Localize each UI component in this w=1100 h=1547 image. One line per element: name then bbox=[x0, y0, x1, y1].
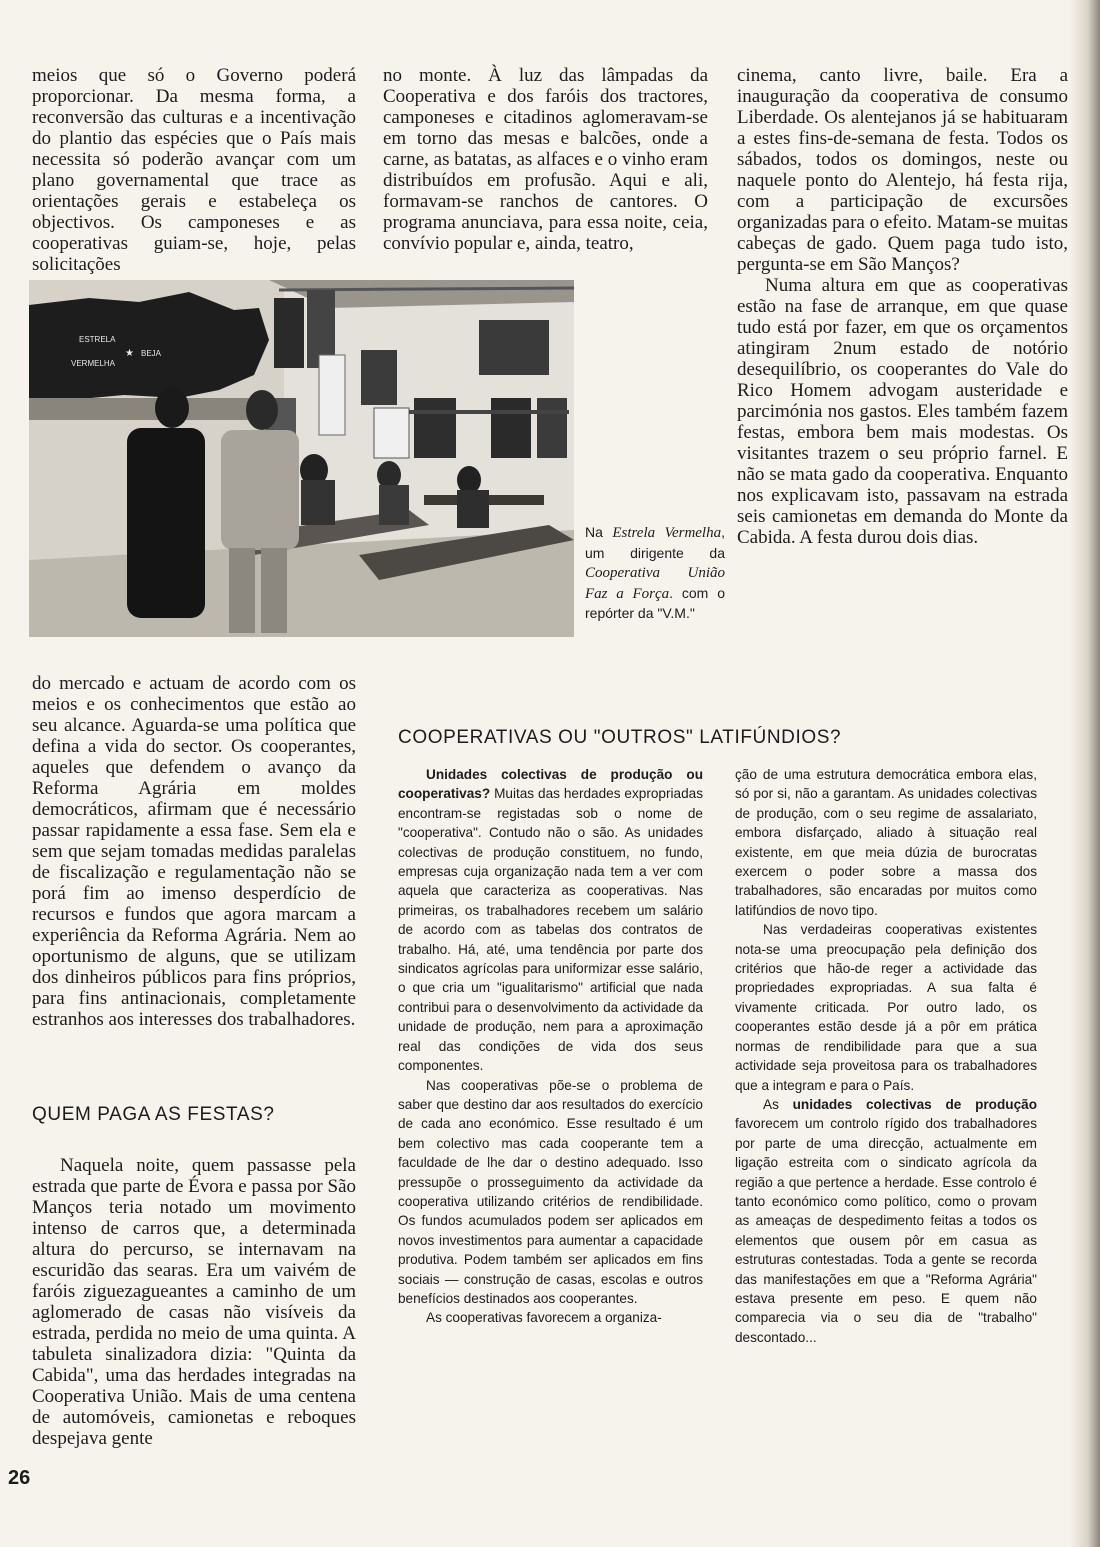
column-1-top bbox=[32, 65, 356, 275]
column-1-bottom bbox=[32, 673, 356, 1030]
column-sans-1 bbox=[398, 765, 703, 1328]
paragraph: Numa altura em que as cooperativas estão na fase de arranque, em que quase tudo está por fazer, em que os orçamentos atingiram 2num estado de notório desequilíbrio, os cooperantes do Vale do Rico Homem advogam austeridade e parcimónia nos gastos. Eles também fazem festas, embora bem mais modestas. Os visitantes trazem o seu próprio farnel. E não se mata gado da cooperativa. Enquanto nos explicavam isto, passavam na estrada seis camionetas em demanda do Monte da Cabida. A festa durou dois dias. bbox=[737, 275, 1068, 548]
map-label: ESTRELA bbox=[79, 335, 116, 344]
page-edge bbox=[1070, 0, 1100, 1547]
photo-illustration bbox=[29, 280, 574, 637]
paragraph: As unidades colectivas de produção favorecem um controlo rígido dos trabalhadores por parte de uma direcção, actualmente em ligação estreita com o sindicato agrícola da região a que pertence a herdade. Esse controlo é tanto económico como político, como o provam as ameaças de despedimento feitas a todos os elementos que ousem pôr em casua as estruturas contestadas. Toda a gente se recorda das manifestações em que a "Reforma Agrária" estava presente em peso. E quem não comparecia via o seu dia de "trabalho" descontado... bbox=[735, 1096, 1037, 1345]
paragraph: ção de uma estrutura democrática embora elas, só por si, não a garantam. As unidades colectivas de produção, com o seu regime de assalariato, embora disfarçado, aliado à situação real existente, em que meia dúzia de burocratas exercem o poder sobre a massa dos trabalhadores, são encaradas por muitos como latifúndios de novo tipo. bbox=[735, 767, 1037, 918]
photo-cooperative-room bbox=[29, 280, 574, 637]
column-3 bbox=[737, 65, 1068, 548]
photo-caption: Na Estrela Vermelha, um dirigente da Cooperativa União Faz a Força. com o repórter da "V.M." bbox=[585, 524, 725, 621]
column-1-festas bbox=[32, 1155, 356, 1449]
paragraph: Naquela noite, quem passasse pela estrada que parte de Évora e passa por São Manços teria notado um movimento intenso de carros que, a determinada altura do percurso, se internavam na escuridão das searas. Era um vaivém de faróis ziguezagueantes a caminho de um aglomerado de casas não visíveis da estrada, perdida no meio de uma quinta. A tabuleta sinalizadora dizia: "Quinta da Cabida", uma das herdades integradas na Cooperativa União. Mais de uma centena de automóveis, camionetas e reboques despejava gente bbox=[32, 1155, 356, 1449]
map-label: VERMELHA bbox=[71, 359, 116, 368]
column-sans-2 bbox=[735, 765, 1037, 1347]
paragraph: cinema, canto livre, baile. Era a inauguração da cooperativa de consumo Liberdade. Os alentejanos já se habituaram a estes fins-de-semana de festa. Todos os sábados, todos os domingos, neste ou naquele ponto do Alentejo, há festa rija, com a participação de excursões organizadas para o efeito. Matam-se muitas cabeças de gado. Quem paga tudo isto, pergunta-se em São Manços? bbox=[737, 65, 1068, 275]
map-label: BEJA bbox=[141, 349, 162, 358]
paragraph: Nas cooperativas põe-se o problema de saber que destino dar aos resultados do exercício de cada ano económico. Esse resultado é um bem colectivo mas cada cooperante tem a faculdade de lhe dar o destino adequado. Isso pressupõe o prosseguimento da actividade da cooperativa utilizando critérios de rendibilidade. Os fundos acumulados podem ser aplicados em novos investimentos para aumentar a capacidade produtiva. Podem também ser aplicados em fins sociais — construção de casas, escolas e outros benefícios destinados aos cooperantes. bbox=[398, 1077, 703, 1306]
paragraph: do mercado e actuam de acordo com os meios e os conhecimentos que estão ao seu alcance. Aguarda-se uma política que defina a vida do sector. Os cooperantes, aqueles que defendem o avanço da Reforma Agrária em moldes democráticos, afirmam que é necessário passar rapidamente a essa fase. Sem ela e sem que sejam tomadas medidas paralelas de fiscalização e regulamentação não se porá fim ao imenso desperdício de recursos e fundos que agora marcam a experiência da Reforma Agrária. Nem ao oportunismo de alguns, que se utilizam dos dinheiros públicos para fins próprios, para fins antinacionais, completamente estranhos aos interesses dos trabalhadores. bbox=[32, 673, 356, 1030]
paragraph: no monte. À luz das lâmpadas da Cooperativa e dos faróis dos tractores, camponeses e citadinos aglomeravam-se em torno das mesas e balcões, onde a carne, as batatas, as alfaces e o vinho eram distribuídos em profusão. Aqui e ali, formavam-se ranchos de cantores. O programa anunciava, para essa noite, ceia, convívio popular e, ainda, teatro, bbox=[383, 65, 708, 254]
section-heading-festas: QUEM PAGA AS FESTAS? bbox=[32, 1104, 275, 1125]
svg-text:★: ★ bbox=[125, 348, 134, 359]
column-2-top bbox=[383, 65, 708, 254]
paragraph: meios que só o Governo poderá proporcionar. Da mesma forma, a reconversão das culturas e a incentivação do plantio das espécies que o País mais necessita só poderão avançar com um plano governamental que trace as orientações gerais e estabeleça os objectivos. Os camponeses e as cooperativas guiam-se, hoje, pelas solicitações bbox=[32, 65, 356, 275]
paragraph: Unidades colectivas de produção ou cooperativas? Muitas das herdades expropriadas encontram-se registadas sob o nome de "cooperativa". Contudo não o são. As unidades colectivas de produção constituem, no fundo, empresas cuja organização nada tem a ver com aquela que caracteriza as cooperativas. Nas primeiras, os trabalhadores recebem um salário de acordo com as tabelas dos contratos de trabalho. Há, até, uma tendência por parte dos sindicatos agrícolas para uniformizar esse salário, o que cria um "igualitarismo" artificial que nada contribui para o desenvolvimento da actividade da unidade de produção, nem para a aproximação real das condições de vida dos seus componentes. bbox=[398, 767, 703, 1074]
paragraph: Nas verdadeiras cooperativas existentes nota-se uma preocupação pela definição dos critérios que hão-de reger a actividade das propriedades expropriadas. A sua falta é vivamente criticada. Por outro lado, os cooperantes estão desde já a pôr em prática normas de rendibilidade para que a sua actividade seja proveitosa para os trabalhadores que a integram e para o País. bbox=[735, 922, 1037, 1093]
section-heading-cooperativas: COOPERATIVAS OU "OUTROS" LATIFÚNDIOS? bbox=[398, 727, 842, 748]
paragraph: As cooperativas favorecem a organiza- bbox=[426, 1310, 662, 1326]
page-number: 26 bbox=[8, 1467, 31, 1489]
